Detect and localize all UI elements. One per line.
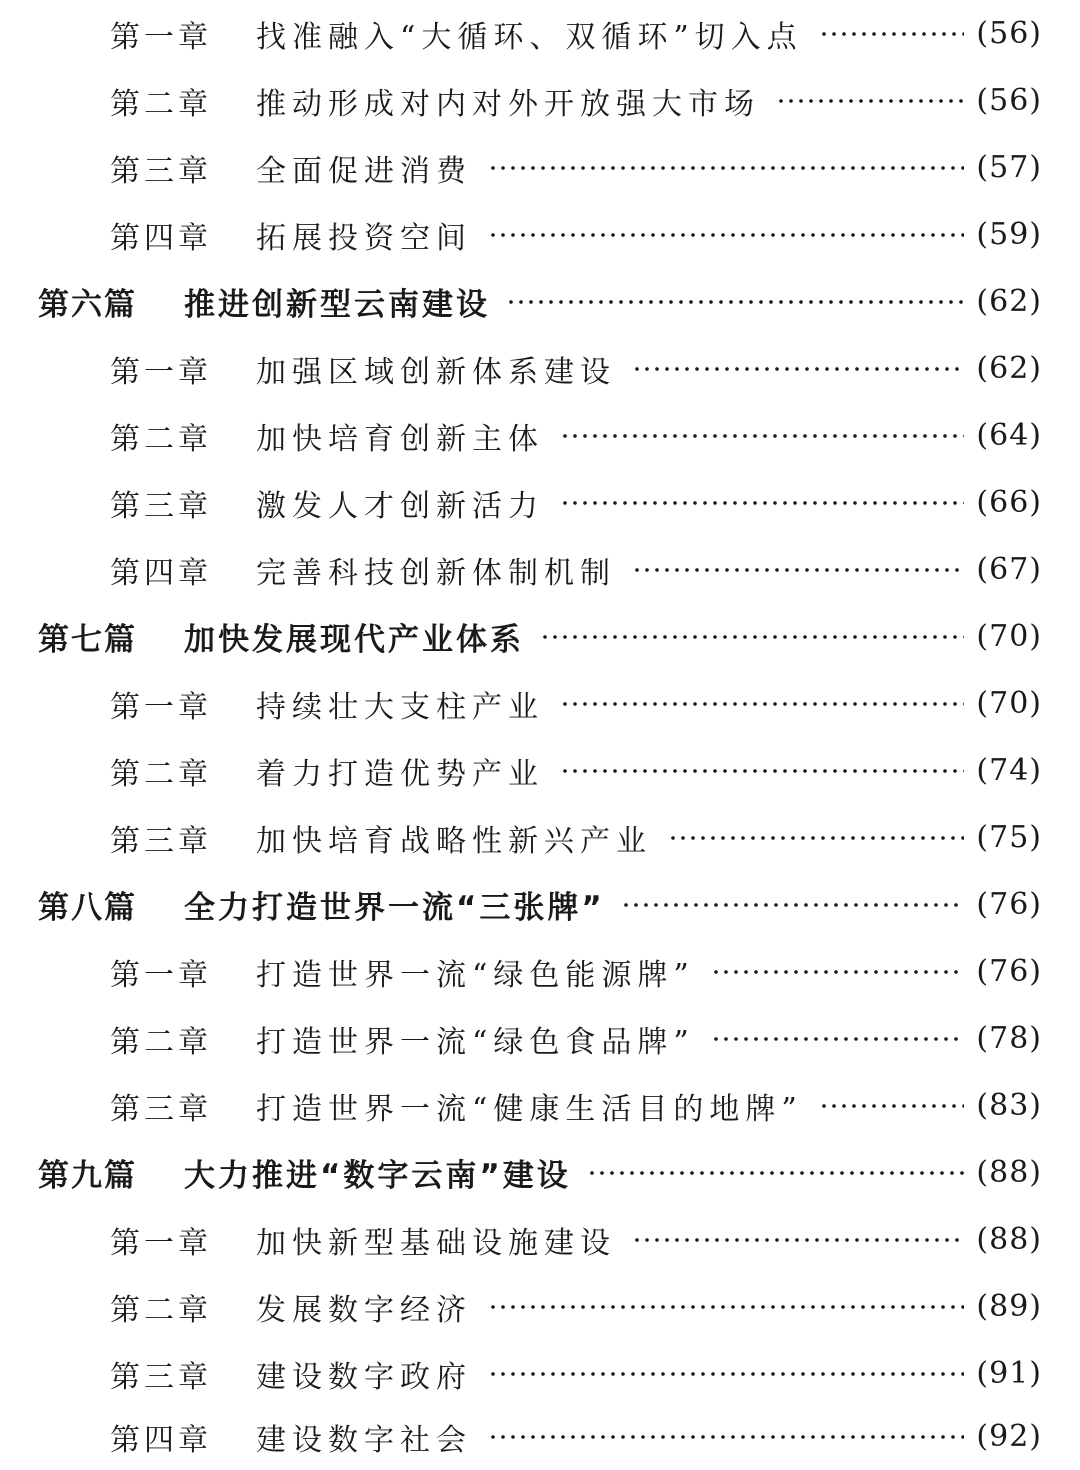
- dot-leader: [488, 233, 964, 237]
- entry-page-number: (64): [976, 418, 1042, 453]
- toc-entry-chapter: [110, 737, 1042, 804]
- toc-entry-chapter: [110, 469, 1042, 536]
- entry-label: 第三章: [110, 153, 212, 189]
- entry-label: 第九篇: [38, 1158, 137, 1194]
- entry-label: 第一章: [110, 957, 212, 993]
- entry-label: 第二章: [110, 1024, 212, 1060]
- entry-label: 第二章: [110, 1292, 212, 1328]
- entry-title: 打造世界一流“绿色食品牌”: [256, 1024, 695, 1060]
- dot-leader: [488, 166, 964, 170]
- dot-leader: [587, 1171, 965, 1175]
- toc-entry-part: [38, 268, 1042, 335]
- entry-label: 第八篇: [38, 890, 137, 926]
- entry-title: 发展数字经济: [256, 1292, 472, 1328]
- entry-page-number: (66): [976, 485, 1042, 520]
- entry-title: 全力打造世界一流“三张牌”: [184, 890, 605, 926]
- entry-label: 第七篇: [38, 622, 137, 658]
- entry-page-number: (74): [976, 753, 1042, 788]
- dot-leader: [819, 1104, 965, 1108]
- entry-title: 建设数字政府: [256, 1359, 472, 1395]
- entry-title: 找准融入“大循环、双循环”切入点: [256, 19, 803, 55]
- entry-page-number: (70): [976, 619, 1042, 654]
- toc-entry-chapter: [110, 1273, 1042, 1340]
- entry-page-number: (91): [976, 1356, 1042, 1391]
- entry-page-number: (75): [976, 820, 1042, 855]
- dot-leader: [668, 836, 964, 840]
- dot-leader: [488, 1372, 964, 1376]
- entry-title: 完善科技创新体制机制: [256, 555, 616, 591]
- toc-entry-chapter: [110, 1072, 1042, 1139]
- toc-entry-chapter: [110, 938, 1042, 1005]
- entry-page-number: (88): [976, 1155, 1042, 1190]
- dot-leader: [632, 568, 964, 572]
- dot-leader: [506, 300, 964, 304]
- toc-entry-part: [38, 871, 1042, 938]
- entry-label: 第三章: [110, 1091, 212, 1127]
- dot-leader: [776, 99, 964, 103]
- entry-page-number: (62): [976, 284, 1042, 319]
- entry-label: 第二章: [110, 756, 212, 792]
- toc-entry-chapter: [110, 1005, 1042, 1072]
- entry-label: 第一章: [110, 354, 212, 390]
- dot-leader: [488, 1435, 964, 1439]
- entry-label: 第二章: [110, 86, 212, 122]
- entry-title: 推进创新型云南建设: [184, 287, 490, 323]
- dot-leader: [621, 903, 965, 907]
- entry-title: 加快发展现代产业体系: [184, 622, 524, 658]
- toc-entry-chapter: [110, 0, 1042, 67]
- entry-page-number: (62): [976, 351, 1042, 386]
- toc-entry-chapter: [110, 1403, 1042, 1470]
- toc-entry-chapter: [110, 1206, 1042, 1273]
- entry-label: 第一章: [110, 19, 212, 55]
- toc-entry-chapter: [110, 536, 1042, 603]
- entry-title: 大力推进“数字云南”建设: [184, 1158, 571, 1194]
- toc-entry-chapter: [110, 670, 1042, 737]
- toc-entry-chapter: [110, 804, 1042, 871]
- dot-leader: [560, 702, 964, 706]
- toc-entry-part: [38, 1139, 1042, 1206]
- entry-page-number: (76): [976, 887, 1042, 922]
- entry-title: 建设数字社会: [256, 1422, 472, 1458]
- toc-entry-chapter: [110, 402, 1042, 469]
- toc-entry-chapter: [110, 201, 1042, 268]
- toc-entry-chapter: [110, 67, 1042, 134]
- toc-entry-part: [38, 603, 1042, 670]
- entry-title: 持续壮大支柱产业: [256, 689, 544, 725]
- entry-label: 第一章: [110, 689, 212, 725]
- entry-label: 第二章: [110, 421, 212, 457]
- entry-label: 第四章: [110, 220, 212, 256]
- entry-title: 加快培育战略性新兴产业: [256, 823, 652, 859]
- entry-page-number: (70): [976, 686, 1042, 721]
- dot-leader: [560, 501, 964, 505]
- entry-page-number: (76): [976, 954, 1042, 989]
- entry-label: 第一章: [110, 1225, 212, 1261]
- entry-title: 打造世界一流“健康生活目的地牌”: [256, 1091, 803, 1127]
- dot-leader: [711, 1037, 965, 1041]
- dot-leader: [711, 970, 965, 974]
- entry-page-number: (92): [976, 1419, 1042, 1454]
- entry-label: 第四章: [110, 1422, 212, 1458]
- entry-title: 加快培育创新主体: [256, 421, 544, 457]
- entry-label: 第四章: [110, 555, 212, 591]
- entry-page-number: (57): [976, 150, 1042, 185]
- entry-label: 第三章: [110, 488, 212, 524]
- dot-leader: [819, 32, 965, 36]
- entry-title: 打造世界一流“绿色能源牌”: [256, 957, 695, 993]
- entry-page-number: (56): [976, 16, 1042, 51]
- dot-leader: [560, 434, 964, 438]
- entry-page-number: (56): [976, 83, 1042, 118]
- entry-title: 加强区域创新体系建设: [256, 354, 616, 390]
- entry-page-number: (67): [976, 552, 1042, 587]
- entry-page-number: (83): [976, 1088, 1042, 1123]
- entry-label: 第三章: [110, 1359, 212, 1395]
- entry-title: 加快新型基础设施建设: [256, 1225, 616, 1261]
- entry-title: 拓展投资空间: [256, 220, 472, 256]
- entry-page-number: (89): [976, 1289, 1042, 1324]
- dot-leader: [488, 1305, 964, 1309]
- entry-page-number: (88): [976, 1222, 1042, 1257]
- entry-title: 着力打造优势产业: [256, 756, 544, 792]
- entry-label: 第三章: [110, 823, 212, 859]
- entry-label: 第六篇: [38, 287, 137, 323]
- toc-entry-chapter: [110, 1340, 1042, 1407]
- dot-leader: [632, 367, 964, 371]
- entry-title: 推动形成对内对外开放强大市场: [256, 86, 760, 122]
- entry-page-number: (59): [976, 217, 1042, 252]
- entry-page-number: (78): [976, 1021, 1042, 1056]
- dot-leader: [560, 769, 964, 773]
- toc-entry-chapter: [110, 335, 1042, 402]
- toc-entry-chapter: [110, 134, 1042, 201]
- entry-title: 激发人才创新活力: [256, 488, 544, 524]
- dot-leader: [540, 635, 964, 639]
- dot-leader: [632, 1238, 964, 1242]
- entry-title: 全面促进消费: [256, 153, 472, 189]
